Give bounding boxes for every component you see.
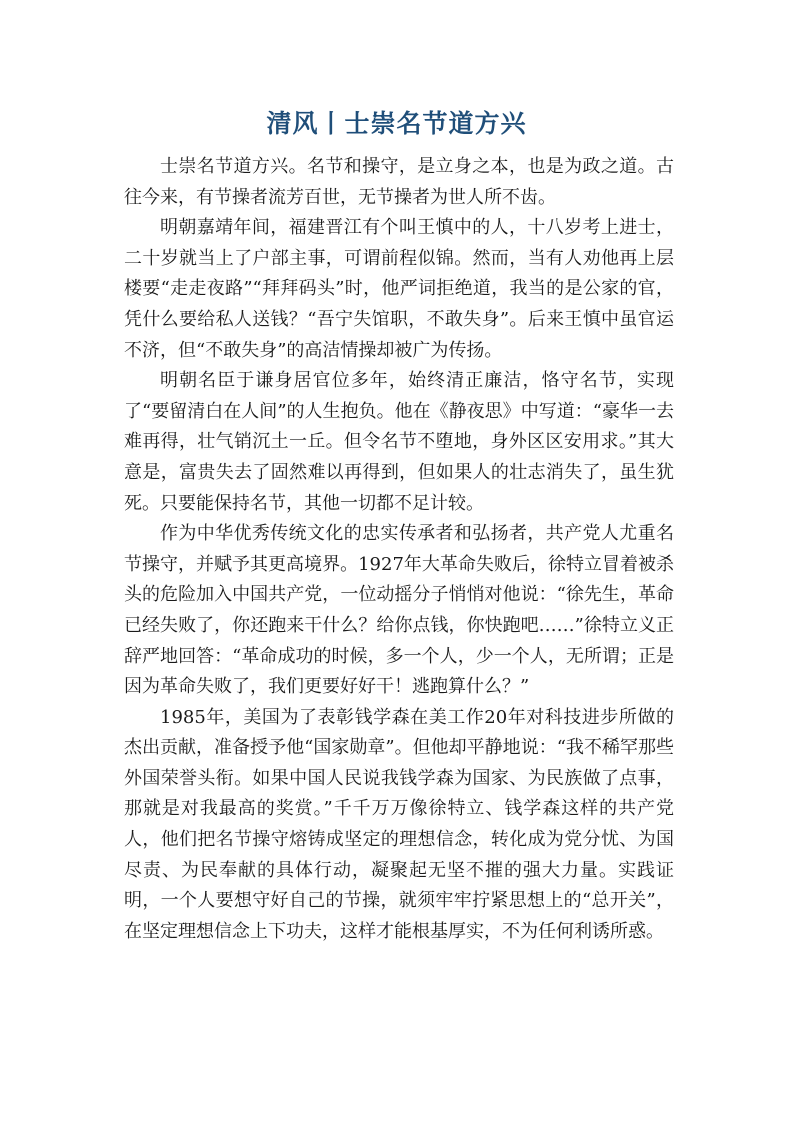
paragraph: 1985年，美国为了表彰钱学森在美工作20年对科技进步所做的杰出贡献，准备授予他“国家勋章”。但他却平静地说：“我不稀罕那些外国荣誉头衔。如果中国人民说我钱学森为国家、为民族做了点事，那就是对我最高的奖赏。”千千万万像徐特立、钱学森这样的共产党人，他们把名节操守熔铸成坚定的理想信念，转化成为党分忧、为国尽责、为民奉献的具体行动，凝聚起无坚不摧的强大力量。实践证明，一个人要想守好自己的节操，就须牢牢拧紧思想上的“总开关”，在坚定理想信念上下功夫，这样才能根基厚实，不为任何利诱所惑。 [124, 706, 674, 942]
paragraph: 明朝名臣于谦身居官位多年，始终清正廉洁，恪守名节，实现了“要留清白在人间”的人生抱负。他在《静夜思》中写道：“豪华一去难再得，壮气销沉土一丘。但令名节不堕地，身外区区安用求。”其大意是，富贵失去了固然难以再得到，但如果人的壮志消失了，虽生犹死。只要能保持名节，其他一切都不足计较。 [124, 370, 674, 514]
article-body [124, 152, 674, 947]
paragraph: 士崇名节道方兴。名节和操守，是立身之本，也是为政之道。古往今来，有节操者流芳百世，无节操者为世人所不齿。 [124, 156, 674, 208]
paragraph: 作为中华优秀传统文化的忠实传承者和弘扬者，共产党人尤重名节操守，并赋予其更高境界。1927年大革命失败后，徐特立冒着被杀头的危险加入中国共产党，一位动摇分子悄悄对他说：“徐先生，革命已经失败了，你还跑来干什么？给你点钱，你快跑吧……”徐特立义正辞严地回答：“革命成功的时候，多一个人，少一个人，无所谓；正是因为革命失败了，我们更要好好干！逃跑算什么？” [124, 523, 674, 698]
paragraph: 明朝嘉靖年间，福建晋江有个叫王慎中的人，十八岁考上进士，二十岁就当上了户部主事，可谓前程似锦。然而，当有人劝他再上层楼要“走走夜路”“拜拜码头”时，他严词拒绝道，我当的是公家的官，凭什么要给私人送钱？“吾宁失馆职，不敢失身”。后来王慎中虽官运不济，但“不敢失身”的高洁情操却被广为传扬。 [124, 217, 674, 361]
article-title: 清风丨士崇名节道方兴 [266, 109, 527, 138]
